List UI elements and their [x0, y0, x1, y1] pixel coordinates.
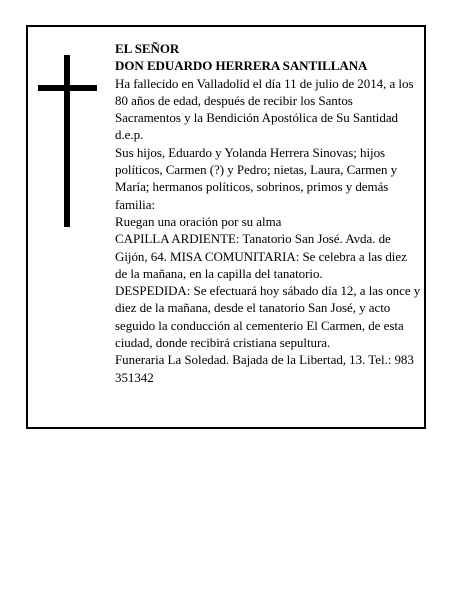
chapel-info: CAPILLA ARDIENTE: Tanatorio San José. Avda. de Gijón, 64. MISA COMUNITARIA: Se celebra a las diez de la mañana, en la capilla del tanatorio.	[115, 231, 407, 281]
death-announcement: Ha fallecido en Valladolid el día 11 de julio de 2014, a los 80 años de edad, después de recibir los Santos Sacramentos y la Bendición Apostólica de Su Santidad	[115, 75, 414, 126]
farewell-info: DESPEDIDA: Se efectuará hoy sábado día 12, a las once y diez de la mañana, desde el tanatorio San José, y acto seguido la conducción al cementerio El Carmen, de esta ciudad, donde recibirá cristiana sepultura.	[115, 283, 421, 351]
cross-vertical-bar	[64, 55, 70, 227]
obituary-text	[115, 40, 421, 386]
funeral-home-info: Funeraria La Soledad. Bajada de la Libertad, 13. Tel.: 983 351342	[115, 352, 414, 385]
obituary-notice-frame	[26, 25, 426, 429]
dep-line: d.e.p.	[115, 127, 144, 143]
family-list: Sus hijos, Eduardo y Yolanda Herrera Sinovas; hijos políticos, Carmen (?) y Pedro; nietas, Laura, Carmen y María; hermanos políticos, sobrinos, primos y demás familia:	[115, 144, 398, 212]
header-line: EL SEÑOR	[115, 41, 180, 56]
cross-horizontal-bar	[38, 85, 97, 91]
deceased-name: DON EDUARDO HERRERA SANTILLANA	[115, 58, 368, 74]
prayer-request: Ruegan una oración por su alma	[115, 213, 282, 229]
cross-icon	[38, 55, 98, 227]
